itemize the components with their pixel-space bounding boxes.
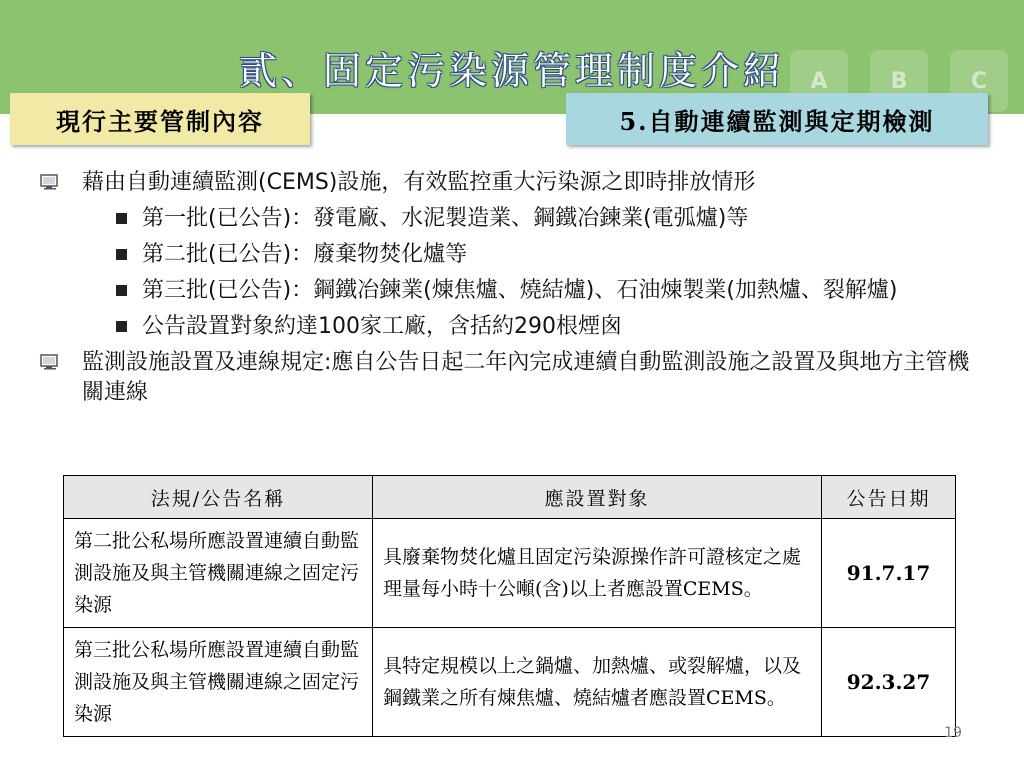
- deco-tile-b: B: [870, 50, 928, 112]
- page-number: 19: [944, 725, 962, 741]
- cell-target: 具特定規模以上之鍋爐、加熱爐、或裂解爐，以及鋼鐵業之所有煉焦爐、燒結爐者應設置CEMS。: [373, 628, 822, 737]
- list-item: [40, 168, 970, 198]
- square-bullet: [116, 249, 127, 260]
- monitor-icon: [40, 354, 60, 370]
- bullet-text-connection: 監測設施設置及連線規定:應自公告日起二年內完成連續自動監測設施之設置及與地方主管機關連線: [82, 350, 970, 405]
- cell-date: 91.7.17: [822, 519, 956, 628]
- square-bullet: [116, 321, 127, 332]
- bullet-text-cems: 藉由自動連續監測(CEMS)設施，有效監控重大污染源之即時排放情形: [82, 170, 756, 195]
- cell-target: 具廢棄物焚化爐且固定污染源操作許可證核定之處理量每小時十公噸(含)以上者應設置CEMS。: [373, 519, 822, 628]
- square-bullet: [116, 285, 127, 296]
- sub-bullet-count: 公告設置對象約達100家工廠，含括約290根煙囪: [142, 314, 622, 339]
- column-header-name: 法規/公告名稱: [64, 476, 373, 519]
- table-header-row: [64, 476, 956, 519]
- square-bullet: [116, 213, 127, 224]
- deco-tile-c: C: [950, 50, 1008, 112]
- list-item: [40, 312, 970, 342]
- table-row: [64, 519, 956, 628]
- column-header-target: 應設置對象: [373, 476, 822, 519]
- regulation-table: [63, 475, 956, 737]
- bullet-list: [40, 168, 970, 414]
- section-tag-left: 現行主要管制內容: [10, 93, 310, 145]
- cell-date: 92.3.27: [822, 628, 956, 737]
- sub-bullet-batch1: 第一批(已公告)：發電廠、水泥製造業、鋼鐵冶鍊業(電弧爐)等: [142, 206, 749, 231]
- list-item: [40, 204, 970, 234]
- page-title: 貳、固定污染源管理制度介紹: [238, 49, 785, 93]
- table-row: [64, 628, 956, 737]
- sub-bullet-batch3: 第三批(已公告)：鋼鐵冶鍊業(煉焦爐、燒結爐)、石油煉製業(加熱爐、裂解爐): [142, 278, 898, 303]
- list-item: [40, 240, 970, 270]
- list-item: [40, 276, 970, 306]
- column-header-date: 公告日期: [822, 476, 956, 519]
- cell-regulation-name: 第三批公私場所應設置連續自動監測設施及與主管機關連線之固定污染源: [64, 628, 373, 737]
- monitor-icon: [40, 174, 60, 190]
- list-item: [40, 348, 970, 408]
- deco-tile-a: A: [790, 50, 848, 112]
- section-tag-right: 5.自動連續監測與定期檢測: [566, 93, 988, 145]
- sub-bullet-batch2: 第二批(已公告)：廢棄物焚化爐等: [142, 242, 468, 267]
- cell-regulation-name: 第二批公私場所應設置連續自動監測設施及與主管機關連線之固定污染源: [64, 519, 373, 628]
